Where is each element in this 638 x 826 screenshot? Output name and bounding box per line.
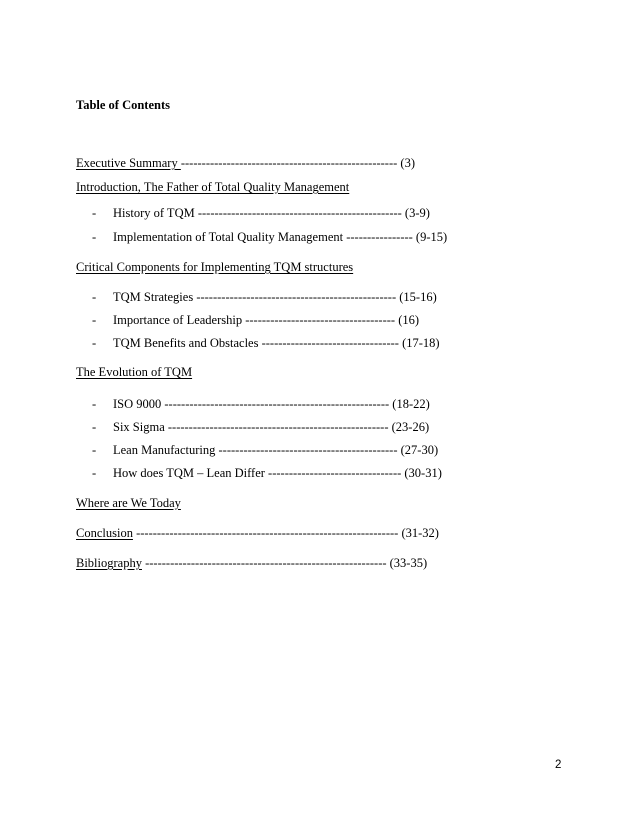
toc-subentry-six-sigma bbox=[92, 419, 429, 435]
toc-entry-introduction bbox=[76, 179, 349, 195]
toc-subentry-history-of-tqm bbox=[92, 205, 430, 221]
toc-entry-executive-summary bbox=[76, 155, 415, 171]
toc-entry-critical-components bbox=[76, 259, 353, 275]
toc-entry-where-are-we-today bbox=[76, 495, 181, 511]
toc-entry-label: Introduction, The Father of Total Quality Management bbox=[76, 180, 350, 194]
toc-subentry-text: History of TQM ------------------------------------------------- (3-9) bbox=[113, 206, 430, 220]
toc-entry-label: Bibliography bbox=[76, 556, 142, 570]
toc-subentry-lean-manufacturing bbox=[92, 442, 438, 458]
toc-bullet-dash: - bbox=[92, 230, 97, 244]
toc-subentry-tqm-benefits bbox=[92, 335, 440, 351]
toc-bullet-dash: - bbox=[92, 443, 97, 457]
toc-bullet-dash: - bbox=[92, 290, 97, 304]
toc-subentry-text: Lean Manufacturing ------------------------------------------- (27-30) bbox=[113, 443, 439, 457]
toc-subentry-importance-of-leadership bbox=[92, 312, 419, 328]
toc-entry-label: Where are We Today bbox=[76, 496, 181, 510]
toc-bullet-dash: - bbox=[92, 313, 97, 327]
toc-title: Table of Contents bbox=[76, 98, 170, 112]
toc-entry-leader: --------------------------------------------------------------- (31-32) bbox=[132, 526, 439, 540]
toc-bullet-dash: - bbox=[92, 466, 97, 480]
toc-entry-conclusion bbox=[76, 525, 439, 541]
toc-subentry-text: TQM Benefits and Obstacles --------------------------------- (17-18) bbox=[113, 336, 440, 350]
toc-entry-leader: ---------------------------------------------------------- (33-35) bbox=[141, 556, 428, 570]
toc-bullet-dash: - bbox=[92, 336, 97, 350]
toc-subentry-text: Six Sigma ----------------------------------------------------- (23-26) bbox=[113, 420, 430, 434]
toc-entry-leader: ---------------------------------------------------- (3) bbox=[180, 156, 415, 170]
toc-entry-label: Executive Summary bbox=[76, 156, 181, 170]
toc-subentry-iso-9000 bbox=[92, 396, 430, 412]
toc-subentry-tqm-strategies bbox=[92, 289, 437, 305]
toc-bullet-dash: - bbox=[92, 420, 97, 434]
toc-entry-bibliography bbox=[76, 555, 427, 571]
toc-subentry-text: Implementation of Total Quality Management ---------------- (9-15) bbox=[113, 230, 448, 244]
toc-subentry-text: ISO 9000 ------------------------------------------------------ (18-22) bbox=[113, 397, 430, 411]
toc-entry-label: Conclusion bbox=[76, 526, 133, 540]
toc-subentry-implementation-of-tqm bbox=[92, 229, 447, 245]
toc-subentry-text: Importance of Leadership ------------------------------------ (16) bbox=[113, 313, 420, 327]
toc-subentry-text: TQM Strategies ------------------------------------------------ (15-16) bbox=[113, 290, 437, 304]
toc-entry-evolution-of-tqm bbox=[76, 364, 192, 380]
toc-entry-label: Critical Components for Implementing TQM structures bbox=[76, 260, 354, 274]
page-number: 2 bbox=[555, 759, 562, 771]
toc-subentry-tqm-lean-differ bbox=[92, 465, 442, 481]
toc-entry-label: The Evolution of TQM bbox=[76, 365, 193, 379]
toc-bullet-dash: - bbox=[92, 206, 97, 220]
toc-subentry-text: How does TQM – Lean Differ -------------------------------- (30-31) bbox=[113, 466, 442, 480]
toc-bullet-dash: - bbox=[92, 397, 97, 411]
